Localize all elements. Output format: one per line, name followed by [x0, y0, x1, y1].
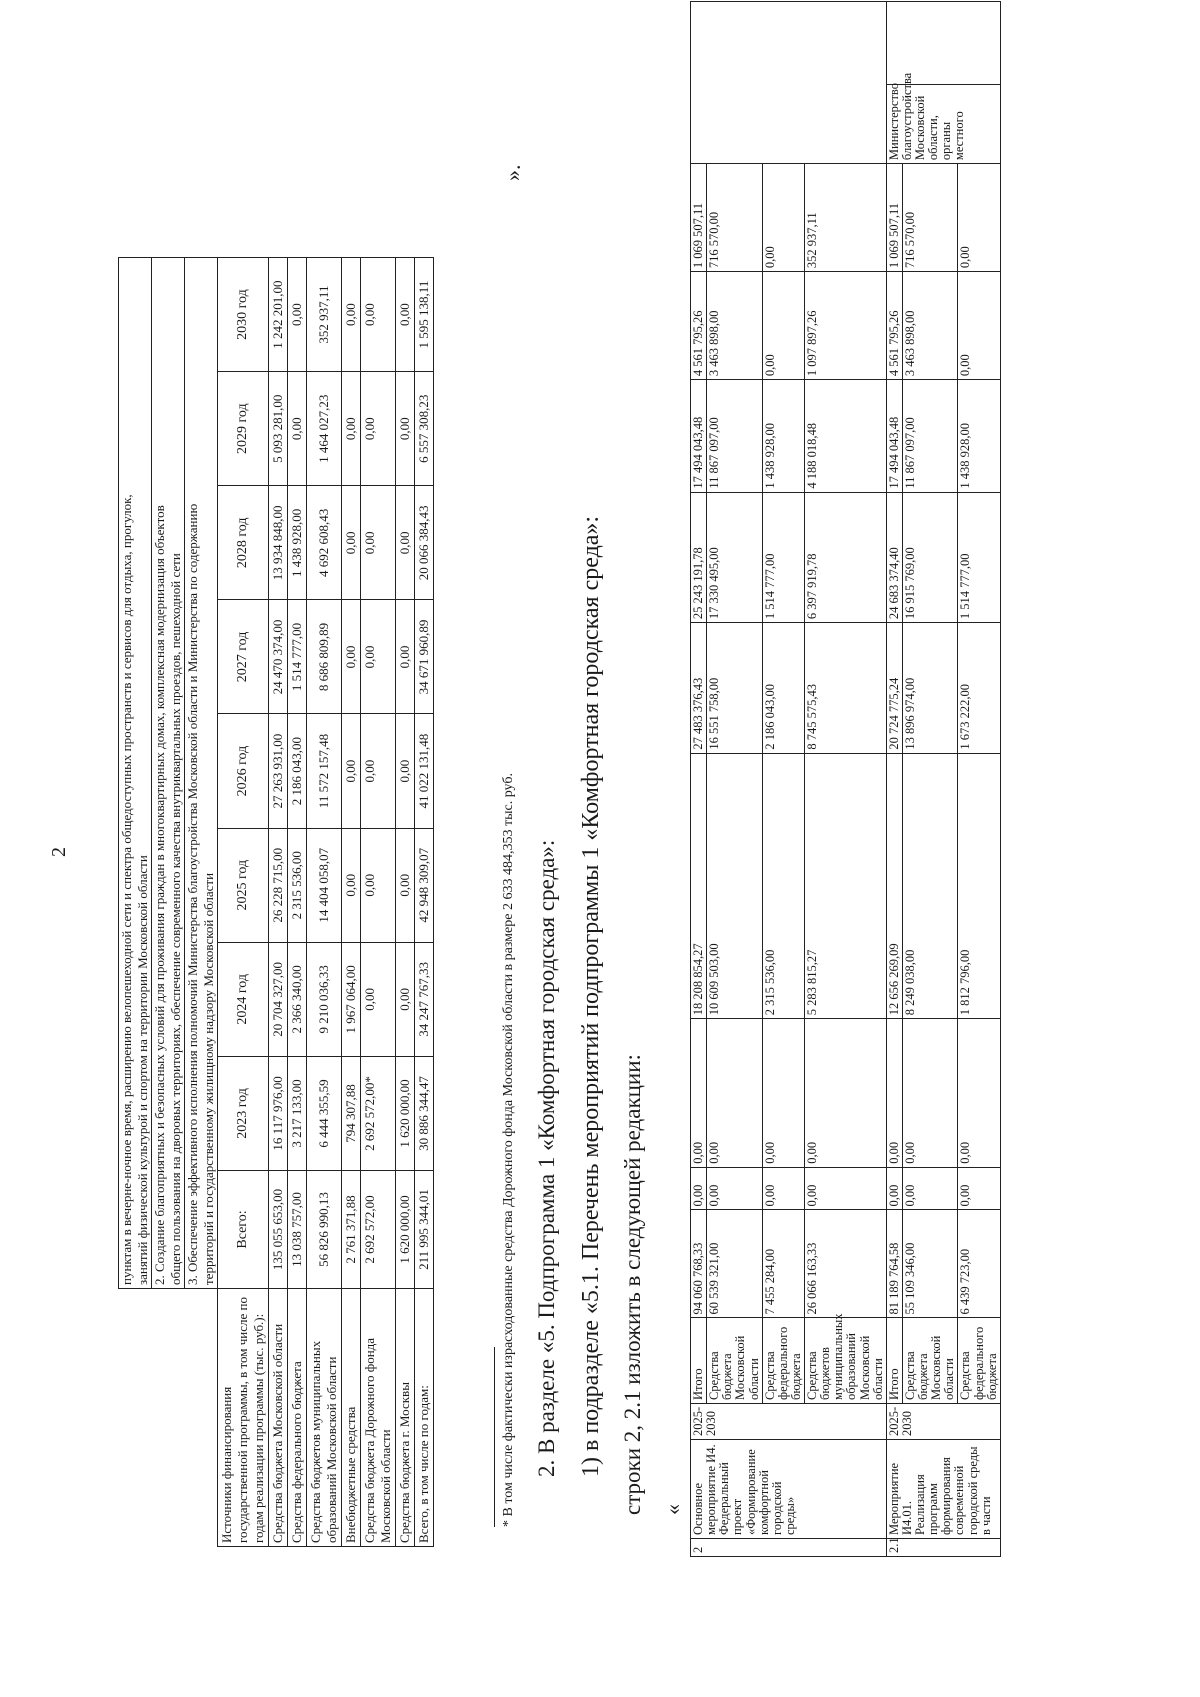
column-header: 2023 год: [218, 1056, 269, 1170]
activity-name: Мероприятие И4.01. Реализация программ формирования современной городской среды в части: [886, 1439, 1000, 1538]
source-label: Внебюджетные средства: [342, 1289, 361, 1547]
goal-line: 2. Создание благоприятных и безопасных условий для проживания граждан в многоквартирных домах, комплексная модернизация объектов: [152, 505, 167, 1285]
amount-cell: 0,00: [361, 828, 396, 942]
footnote: * В том числе фактически израсходованные средства Дорожного фонда Московской области в размере 2 633 484,353 тыс. руб.: [501, 773, 516, 1527]
amount-cell: 1 438 928,00: [958, 380, 1000, 493]
amount-cell: 0,00: [762, 164, 804, 272]
amount-cell: 0,00: [396, 714, 415, 828]
amount-cell: 0,00: [288, 258, 307, 372]
row-number: 2.1: [886, 1539, 1000, 1557]
activity-period: 2025-2030: [691, 1403, 887, 1439]
amount-cell: 24 470 374,00: [269, 600, 288, 714]
amount-cell: 20 704 327,00: [269, 942, 288, 1056]
amount-cell: 211 995 344,01: [415, 1171, 434, 1289]
source-label: Средства бюджета Московской области: [707, 1318, 763, 1404]
source-label: Средства федерального бюджета: [958, 1318, 1000, 1404]
activities-table: [690, 1, 1001, 1557]
amount-cell: 4 561 795,26: [886, 272, 902, 380]
amount-cell: 0,00: [396, 486, 415, 600]
amount-cell: 352 937,11: [307, 258, 342, 372]
amount-cell: 1 620 000,00: [396, 1171, 415, 1289]
amount-cell: 0,00: [396, 942, 415, 1056]
amount-cell: 1 097 897,26: [805, 272, 887, 380]
goal-line: 3. Обеспечение эффективного исполнения полномочий Министерства благоустройства Московской области и Министерства по содержанию: [185, 503, 200, 1285]
amount-cell: 1 438 928,00: [762, 380, 804, 493]
amount-cell: 1 514 777,00: [762, 492, 804, 623]
source-label: Всего, в том числе по годам:: [415, 1289, 434, 1547]
amount-cell: 6 444 355,59: [307, 1056, 342, 1170]
amount-cell: 4 188 018,48: [805, 380, 887, 493]
activity-row: [691, 2, 707, 1557]
amount-cell: 1 242 201,00: [269, 258, 288, 372]
subsection-heading: 1) в подразделе «5.1. Перечень мероприятий подпрограммы 1 «Комфортная городская среда»:: [578, 515, 604, 1477]
amount-cell: 0,00: [958, 1019, 1000, 1168]
amount-cell: 20 724 775,24: [886, 623, 902, 754]
amount-cell: 0,00: [902, 1167, 958, 1210]
footnote-separator: [494, 1347, 495, 1527]
amount-cell: 17 330 495,00: [707, 492, 763, 623]
source-label: Средства федерального бюджета: [288, 1289, 307, 1547]
activity-row: [886, 2, 902, 1557]
finance-row: [361, 258, 396, 1547]
amount-cell: 1 438 928,00: [288, 486, 307, 600]
amount-cell: 1 620 000,00: [396, 1056, 415, 1170]
amount-cell: 81 189 764,58: [886, 1210, 902, 1318]
amount-cell: 11 867 097,00: [902, 380, 958, 493]
activity-row: [805, 2, 887, 1557]
amount-cell: 0,00: [805, 1019, 887, 1168]
amount-cell: 13 038 757,00: [288, 1171, 307, 1289]
responsible-cell: Министерство благоустройства Московской области, органы местного: [886, 85, 1000, 164]
amount-cell: 3 463 898,00: [902, 272, 958, 380]
finance-row: [288, 258, 307, 1547]
column-header: 2024 год: [218, 942, 269, 1056]
program-goals-cell: [119, 258, 218, 1289]
amount-cell: 6 439 723,00: [958, 1210, 1000, 1318]
activity-row: [902, 2, 958, 1557]
amount-cell: 20 066 384,43: [415, 486, 434, 600]
amount-cell: 352 937,11: [805, 164, 887, 272]
amount-cell: 1 514 777,00: [288, 600, 307, 714]
amount-cell: 0,00: [691, 1019, 707, 1168]
amount-cell: 0,00: [396, 600, 415, 714]
closing-quote: ».: [500, 164, 525, 181]
source-label: Средства бюджета г. Москвы: [396, 1289, 415, 1547]
finance-header-label: Источники финансирования государственной программы, в том числе по годам реализации программы (тыс. руб.):: [218, 1289, 269, 1547]
amount-cell: 0,00: [396, 372, 415, 486]
amount-cell: 5 283 815,27: [805, 753, 887, 1019]
amount-cell: 0,00: [886, 1167, 902, 1210]
program-goals-row: [119, 258, 218, 1547]
amount-cell: 0,00: [361, 372, 396, 486]
amount-cell: 1 967 064,00: [342, 942, 361, 1056]
amount-cell: 3 217 133,00: [288, 1056, 307, 1170]
amount-cell: 27 483 376,43: [691, 623, 707, 754]
opening-quote: «: [660, 1504, 685, 1515]
amount-cell: 0,00: [396, 828, 415, 942]
amount-cell: 16 117 976,00: [269, 1056, 288, 1170]
amount-cell: 3 463 898,00: [707, 272, 763, 380]
section-heading: 2. В разделе «5. Подпрограмма 1 «Комфортная городская среда»:: [534, 839, 559, 1477]
amount-cell: 4 561 795,26: [691, 272, 707, 380]
finance-total-row: [415, 258, 434, 1547]
column-header: Всего:: [218, 1171, 269, 1289]
amount-cell: 2 366 340,00: [288, 942, 307, 1056]
amount-cell: 0,00: [762, 1019, 804, 1168]
amount-cell: 56 826 990,13: [307, 1171, 342, 1289]
amount-cell: 6 557 308,23: [415, 372, 434, 486]
amount-cell: 0,00: [762, 1167, 804, 1210]
amount-cell: 18 208 854,27: [691, 753, 707, 1019]
amount-cell: 716 570,00: [902, 164, 958, 272]
source-label: Средства бюджетов муниципальных образований Московской области: [805, 1318, 887, 1404]
amount-cell: 55 109 346,00: [902, 1210, 958, 1318]
amount-cell: 11 572 157,48: [307, 714, 342, 828]
amount-cell: 1 514 777,00: [958, 492, 1000, 623]
amount-cell: 0,00: [361, 600, 396, 714]
amount-cell: 0,00: [691, 1167, 707, 1210]
amount-cell: 2 315 536,00: [288, 828, 307, 942]
amount-cell: 6 397 919,78: [805, 492, 887, 623]
activity-row: [707, 2, 763, 1557]
amount-cell: 16 551 758,00: [707, 623, 763, 754]
amount-cell: 0,00: [342, 258, 361, 372]
amount-cell: 13 896 974,00: [902, 623, 958, 754]
row-number: 2: [691, 1539, 887, 1557]
amount-cell: 25 243 191,78: [691, 492, 707, 623]
amount-cell: 0,00: [361, 942, 396, 1056]
amount-cell: 11 867 097,00: [707, 380, 763, 493]
amount-cell: 4 692 608,43: [307, 486, 342, 600]
finance-header-row: [218, 258, 269, 1547]
source-label: Итого: [886, 1318, 902, 1404]
amount-cell: 17 494 043,48: [691, 380, 707, 493]
amount-cell: 5 093 281,00: [269, 372, 288, 486]
amount-cell: 26 066 163,33: [805, 1210, 887, 1318]
amount-cell: 1 673 222,00: [958, 623, 1000, 754]
rows-instruction: строки 2, 2.1 изложить в следующей редакции:: [620, 1054, 645, 1515]
amount-cell: 1 812 796,00: [958, 753, 1000, 1019]
amount-cell: 0,00: [762, 272, 804, 380]
finance-row: [307, 258, 342, 1547]
amount-cell: 716 570,00: [707, 164, 763, 272]
column-header: 2029 год: [218, 372, 269, 486]
amount-cell: 34 247 767,33: [415, 942, 434, 1056]
source-label: Итого: [691, 1318, 707, 1404]
finance-row: [269, 258, 288, 1547]
amount-cell: 0,00: [342, 486, 361, 600]
amount-cell: 7 455 284,00: [762, 1210, 804, 1318]
amount-cell: 34 671 960,89: [415, 600, 434, 714]
amount-cell: 12 656 269,09: [886, 753, 902, 1019]
amount-cell: 60 539 321,00: [707, 1210, 763, 1318]
amount-cell: 10 609 503,00: [707, 753, 763, 1019]
amount-cell: 0,00: [707, 1019, 763, 1168]
amount-cell: 2 186 043,00: [288, 714, 307, 828]
amount-cell: 24 683 374,40: [886, 492, 902, 623]
activity-row: [958, 2, 1000, 1557]
amount-cell: 42 948 309,07: [415, 828, 434, 942]
amount-cell: 0,00: [902, 1019, 958, 1168]
amount-cell: 94 060 768,33: [691, 1210, 707, 1318]
goal-line: общего пользования на дворовых территориях, обеспечение современного качества внутриквартальных проездов, пешеходной сети: [168, 258, 185, 1288]
amount-cell: 2 186 043,00: [762, 623, 804, 754]
column-header: 2026 год: [218, 714, 269, 828]
page-number: 2: [48, 847, 70, 857]
amount-cell: 2 692 572,00: [361, 1171, 396, 1289]
amount-cell: 0,00: [396, 258, 415, 372]
activity-period: 2025-2030: [886, 1403, 1000, 1439]
source-label: Средства бюджета Московской области: [269, 1289, 288, 1547]
column-header: 2028 год: [218, 486, 269, 600]
source-label: Средства бюджета Дорожного фонда Московской области: [361, 1289, 396, 1547]
amount-cell: 0,00: [288, 372, 307, 486]
amount-cell: 41 022 131,48: [415, 714, 434, 828]
amount-cell: 8 249 038,00: [902, 753, 958, 1019]
goal-line: территорий и государственному жилищному надзору Московской области: [201, 872, 216, 1285]
goal-line: занятий физической культурой и спортом на территории Московской области: [135, 258, 152, 1288]
goal-line: пунктам в вечерне-ночное время, расширению велопешеходной сети и спектра общедоступных пространств и сервисов для отдыха, прогулок,: [119, 494, 134, 1285]
amount-cell: 0,00: [342, 828, 361, 942]
amount-cell: 0,00: [361, 714, 396, 828]
amount-cell: 0,00: [886, 1019, 902, 1168]
activity-row: [762, 2, 804, 1557]
amount-cell: 1 069 507,11: [691, 164, 707, 272]
amount-cell: 0,00: [361, 486, 396, 600]
finance-row: [396, 258, 415, 1547]
source-label: Средства бюджетов муниципальных образований Московской области: [307, 1289, 342, 1547]
amount-cell: 26 228 715,00: [269, 828, 288, 942]
amount-cell: 2 315 536,00: [762, 753, 804, 1019]
source-label: Средства федерального бюджета: [762, 1318, 804, 1404]
amount-cell: 1 069 507,11: [886, 164, 902, 272]
amount-cell: 8 745 575,43: [805, 623, 887, 754]
amount-cell: 16 915 769,00: [902, 492, 958, 623]
amount-cell: 30 886 344,47: [415, 1056, 434, 1170]
amount-cell: 0,00: [342, 714, 361, 828]
amount-cell: 2 692 572,00*: [361, 1056, 396, 1170]
amount-cell: 0,00: [707, 1167, 763, 1210]
amount-cell: 1 464 027,23: [307, 372, 342, 486]
amount-cell: 1 595 138,11: [415, 258, 434, 372]
amount-cell: 0,00: [958, 164, 1000, 272]
amount-cell: 135 055 653,00: [269, 1171, 288, 1289]
amount-cell: 794 307,88: [342, 1056, 361, 1170]
finance-row: [342, 258, 361, 1547]
activity-name: Основное мероприятие И4. Федеральный проект «Формирование комфортной городской среды»: [691, 1439, 887, 1538]
source-label: Средства бюджета Московской области: [902, 1318, 958, 1404]
amount-cell: 27 263 931,00: [269, 714, 288, 828]
amount-cell: 2 761 371,88: [342, 1171, 361, 1289]
amount-cell: 0,00: [805, 1167, 887, 1210]
column-header: 2030 год: [218, 258, 269, 372]
financing-sources-table: [118, 257, 434, 1547]
amount-cell: 0,00: [342, 600, 361, 714]
column-header: 2025 год: [218, 828, 269, 942]
amount-cell: 0,00: [958, 1167, 1000, 1210]
amount-cell: 0,00: [361, 258, 396, 372]
responsible-cell: [691, 2, 887, 164]
amount-cell: 8 686 809,89: [307, 600, 342, 714]
amount-cell: 0,00: [958, 272, 1000, 380]
column-header: 2027 год: [218, 600, 269, 714]
amount-cell: 13 934 848,00: [269, 486, 288, 600]
amount-cell: 14 404 058,07: [307, 828, 342, 942]
amount-cell: 17 494 043,48: [886, 380, 902, 493]
amount-cell: 0,00: [342, 372, 361, 486]
amount-cell: 9 210 036,33: [307, 942, 342, 1056]
